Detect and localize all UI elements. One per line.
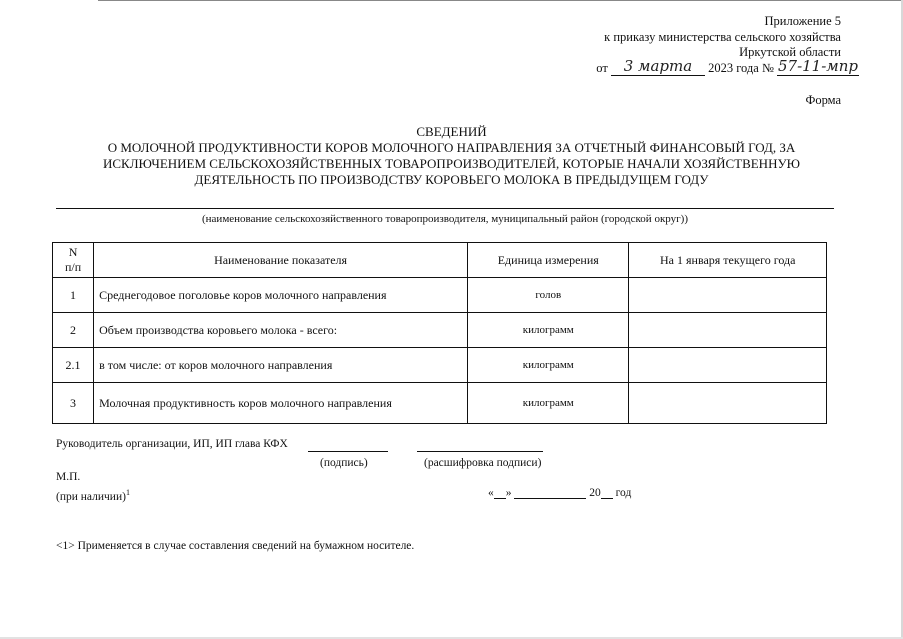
- date-year-word: год: [615, 487, 632, 499]
- stamp-label: М.П.: [56, 471, 81, 483]
- row-value-cell[interactable]: [629, 278, 827, 313]
- row-num: 2: [53, 313, 94, 348]
- row-unit: килограмм: [468, 383, 629, 424]
- date-quote-close: »: [505, 487, 512, 499]
- header-unit: Единица измерения: [468, 243, 629, 278]
- header-num: [53, 243, 94, 278]
- date-year-field[interactable]: [601, 486, 613, 499]
- order-year-text: 2023 года №: [708, 61, 774, 75]
- row-num: 1: [53, 278, 94, 313]
- header-num-line-2: п/п: [64, 260, 82, 274]
- appendix-line-2: к приказу министерства сельского хозяйства: [604, 29, 841, 44]
- table-row: [53, 348, 827, 383]
- title-line-2: О МОЛОЧНОЙ ПРОДУКТИВНОСТИ КОРОВ МОЛОЧНОГО НАПРАВЛЕНИЯ ЗА ОТЧЕТНЫЙ ФИНАНСОВЫЙ ГОД, ЗА: [107, 140, 796, 155]
- row-unit: голов: [468, 278, 629, 313]
- header-num-line-1: N: [68, 245, 78, 259]
- top-scan-edge: [98, 0, 903, 1]
- table-row: [53, 313, 827, 348]
- document-title: [60, 124, 843, 188]
- row-unit: килограмм: [468, 348, 629, 383]
- producer-name-field[interactable]: [56, 208, 834, 209]
- row-name: Молочная продуктивность коров молочного направления: [94, 383, 468, 424]
- signature-decode-field[interactable]: [417, 451, 543, 452]
- form-label: Форма: [805, 93, 841, 107]
- signature-decode-caption: (расшифровка подписи): [424, 457, 542, 469]
- title-line-1: СВЕДЕНИЙ: [416, 124, 487, 139]
- signatory-label: Руководитель организации, ИП, ИП глава КФХ: [56, 438, 288, 450]
- row-value-cell[interactable]: [629, 313, 827, 348]
- order-date-handwritten: 3 марта: [611, 60, 705, 76]
- stamp-note: [56, 485, 130, 505]
- table-row: [53, 383, 827, 424]
- table-row: [53, 278, 827, 313]
- stamp-note-text: (при наличии): [56, 490, 126, 503]
- row-unit: килограмм: [468, 313, 629, 348]
- table-header-row: [53, 243, 827, 278]
- appendix-header: [604, 14, 841, 61]
- indicators-table: [52, 242, 827, 424]
- date-century: 20: [589, 487, 601, 499]
- header-name: Наименование показателя: [94, 243, 468, 278]
- date-quote-open: «: [488, 487, 494, 499]
- row-num: 2.1: [53, 348, 94, 383]
- footnote: <1> Применяется в случае составления сведений на бумажном носителе.: [56, 540, 415, 552]
- date-month-field[interactable]: [514, 486, 586, 499]
- row-name: Объем производства коровьего молока - всего:: [94, 313, 468, 348]
- row-value-cell[interactable]: [629, 383, 827, 424]
- header-value: На 1 января текущего года: [629, 243, 827, 278]
- sign-date: [488, 486, 631, 499]
- signature-caption: (подпись): [320, 457, 368, 469]
- row-name: Среднегодовое поголовье коров молочного направления: [94, 278, 468, 313]
- appendix-line-1: Приложение 5: [764, 14, 841, 28]
- row-value-cell[interactable]: [629, 348, 827, 383]
- footnote-marker: 1: [125, 488, 130, 497]
- order-number-handwritten: 57-11-мпр: [777, 57, 858, 75]
- row-name: в том числе: от коров молочного направления: [94, 348, 468, 383]
- title-line-3: ИСКЛЮЧЕНИЕМ СЕЛЬСКОХОЗЯЙСТВЕННЫХ ТОВАРОПРОИЗВОДИТЕЛЕЙ, КОТОРЫЕ НАЧАЛИ ХОЗЯЙСТВЕННУЮ: [102, 156, 801, 171]
- stamp-block: [56, 470, 130, 505]
- title-line-4: ДЕЯТЕЛЬНОСТЬ ПО ПРОИЗВОДСТВУ КОРОВЬЕГО МОЛОКА В ПРЕДЫДУЩЕМ ГОДУ: [194, 172, 709, 187]
- producer-caption: (наименование сельскохозяйственного товаропроизводителя, муниципальный район (городской округ)): [202, 213, 688, 225]
- order-reference: [596, 57, 859, 76]
- order-from-label: от: [596, 61, 608, 75]
- appendix-line-3: Иркутской области: [739, 45, 841, 59]
- signature-field[interactable]: [308, 451, 388, 452]
- date-day-field[interactable]: [494, 486, 506, 499]
- row-num: 3: [53, 383, 94, 424]
